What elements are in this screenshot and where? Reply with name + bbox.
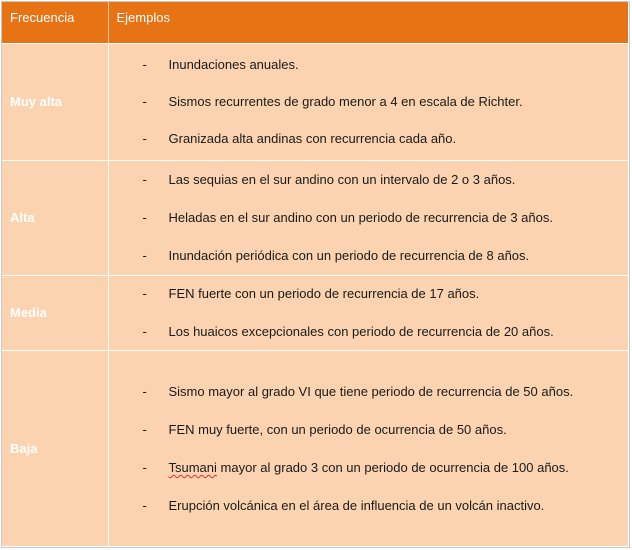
examples-cell	[108, 275, 628, 350]
frequency-label: Media	[2, 275, 108, 350]
example-text: Granizada alta andinas con recurrencia cada año.	[168, 131, 457, 146]
list-item	[109, 456, 629, 479]
dash-bullet: -	[142, 57, 147, 72]
example-text: FEN fuerte con un periodo de recurrencia de 17 años.	[168, 286, 480, 301]
list-item	[109, 168, 629, 191]
example-text: Sismo mayor al grado VI que tiene periodo de recurrencia de 50 años.	[168, 383, 574, 399]
table-row-alta	[2, 160, 628, 275]
dash-bullet: -	[142, 383, 147, 399]
frequency-label: Muy alta	[2, 43, 108, 160]
examples-cell	[108, 43, 628, 160]
frequency-label: Baja	[2, 350, 108, 546]
examples-list	[109, 53, 629, 150]
dash-bullet: -	[142, 248, 147, 263]
table-row-media	[2, 275, 628, 350]
dash-bullet: -	[142, 421, 147, 437]
examples-list	[109, 168, 629, 267]
example-text: Las sequias en el sur andino con un intervalo de 2 o 3 años.	[168, 172, 516, 187]
example-text: Sismos recurrentes de grado menor a 4 en escala de Richter.	[168, 94, 523, 109]
example-text: Heladas en el sur andino con un periodo de recurrencia de 3 años.	[168, 210, 553, 225]
example-text: Inundación periódica con un periodo de recurrencia de 8 años.	[168, 248, 530, 263]
list-item	[109, 127, 629, 150]
header-frequency: Frecuencia	[2, 2, 108, 43]
list-item	[109, 90, 629, 113]
list-item	[109, 282, 629, 305]
examples-cell	[108, 160, 628, 275]
list-item	[109, 418, 629, 441]
list-item	[109, 206, 629, 229]
list-item	[109, 53, 629, 76]
dash-bullet: -	[142, 324, 147, 339]
list-item	[109, 380, 629, 403]
table-row-baja	[2, 350, 628, 546]
examples-list	[109, 282, 629, 343]
example-text: FEN muy fuerte, con un periodo de ocurrencia de 50 años.	[168, 421, 507, 437]
list-item	[109, 320, 629, 343]
example-text: mayor al grado 3 con un periodo de ocurrencia de 100 años.	[220, 459, 569, 475]
example-text: Los huaicos excepcionales con periodo de recurrencia de 20 años.	[168, 324, 554, 339]
examples-list	[109, 380, 629, 517]
table-row-muy-alta	[2, 43, 628, 160]
dash-bullet: -	[142, 210, 147, 225]
frequency-table	[2, 2, 628, 546]
dash-bullet: -	[142, 94, 147, 109]
list-item	[109, 494, 629, 517]
examples-cell	[108, 350, 628, 546]
list-item	[109, 244, 629, 267]
example-text: Inundaciones anuales.	[168, 57, 299, 72]
frequency-label: Alta	[2, 160, 108, 275]
dash-bullet: -	[142, 459, 147, 475]
spellcheck-word[interactable]: Tsumani	[168, 459, 217, 475]
dash-bullet: -	[142, 131, 147, 146]
dash-bullet: -	[142, 497, 147, 513]
dash-bullet: -	[142, 172, 147, 187]
header-examples: Ejemplos	[108, 2, 628, 43]
example-text: Erupción volcánica en el área de influencia de un volcán inactivo.	[168, 497, 545, 513]
dash-bullet: -	[142, 286, 147, 301]
table-header-row	[2, 2, 628, 43]
